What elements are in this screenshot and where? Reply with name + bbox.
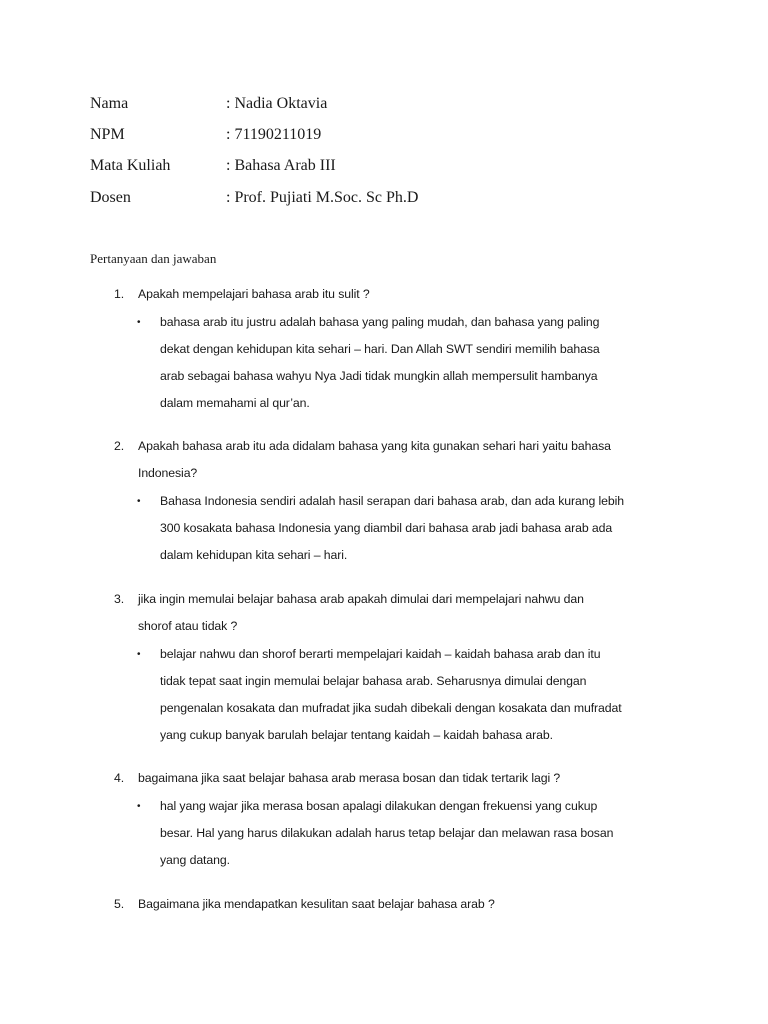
answer-line: dalam kehidupan kita sehari – hari. <box>160 548 348 562</box>
answer-line: besar. Hal yang harus dilakukan adalah harus tetap belajar dan melawan rasa bosan <box>160 826 614 840</box>
header-row-mata-kuliah <box>90 156 336 176</box>
answer-line: bahasa arab itu justru adalah bahasa yang paling mudah, dan bahasa yang paling <box>160 315 600 329</box>
question-number: 5. <box>114 897 125 911</box>
question-number: 2. <box>114 439 125 453</box>
question-line: Apakah bahasa arab itu ada didalam bahasa yang kita gunakan sehari hari yaitu bahasa <box>138 439 611 453</box>
question-text <box>138 281 698 308</box>
answer-line: pengenalan kosakata dan mufradat jika sudah dibekali dengan kosakata dan mufradat <box>160 701 622 715</box>
answer-line: Bahasa Indonesia sendiri adalah hasil serapan dari bahasa arab, dan ada kurang lebih <box>160 494 625 508</box>
question-number: 1. <box>114 287 125 301</box>
bullet-icon: • <box>137 317 141 328</box>
question-text <box>138 891 698 918</box>
header-label: Dosen <box>90 189 131 206</box>
question-line: Indonesia? <box>138 466 198 480</box>
header-value: : Bahasa Arab III <box>226 157 336 174</box>
question-number: 4. <box>114 771 125 785</box>
bullet-icon: • <box>137 649 141 660</box>
answer-line: belajar nahwu dan shorof berarti mempelajari kaidah – kaidah bahasa arab dan itu <box>160 647 601 661</box>
header-row-dosen <box>90 188 418 208</box>
answer-line: tidak tepat saat ingin memulai belajar bahasa arab. Seharusnya dimulai dengan <box>160 674 587 688</box>
question-number: 3. <box>114 592 125 606</box>
header-value: : Nadia Oktavia <box>226 95 328 112</box>
answer-text <box>160 641 720 749</box>
header-value: : 71190211019 <box>226 126 322 143</box>
header-row-nama <box>90 94 327 114</box>
answer-line: dalam memahami al qur’an. <box>160 396 310 410</box>
answer-line: hal yang wajar jika merasa bosan apalagi dilakukan dengan frekuensi yang cukup <box>160 799 598 813</box>
header-row-npm <box>90 125 321 145</box>
answer-line: dekat dengan kehidupan kita sehari – hari. Dan Allah SWT sendiri memilih bahasa <box>160 342 600 356</box>
question-text <box>138 433 698 487</box>
header-label: Mata Kuliah <box>90 157 171 174</box>
answer-line: arab sebagai bahasa wahyu Nya Jadi tidak mungkin allah mempersulit hambanya <box>160 369 598 383</box>
question-text <box>138 765 698 792</box>
answer-text <box>160 309 720 417</box>
header-label: Nama <box>90 95 129 112</box>
question-line: bagaimana jika saat belajar bahasa arab merasa bosan dan tidak tertarik lagi ? <box>138 771 561 785</box>
question-line: jika ingin memulai belajar bahasa arab apakah dimulai dari mempelajari nahwu dan <box>138 592 584 606</box>
answer-text <box>160 793 720 874</box>
answer-line: 300 kosakata bahasa Indonesia yang diambil dari bahasa arab jadi bahasa arab ada <box>160 521 613 535</box>
answer-text <box>160 488 720 569</box>
section-title: Pertanyaan dan jawaban <box>90 251 217 266</box>
header-value: : Prof. Pujiati M.Soc. Sc Ph.D <box>226 189 419 206</box>
answer-line: yang cukup banyak barulah belajar tentang kaidah – kaidah bahasa arab. <box>160 728 553 742</box>
bullet-icon: • <box>137 801 141 812</box>
question-line: Bagaimana jika mendapatkan kesulitan saat belajar bahasa arab ? <box>138 897 495 911</box>
question-text <box>138 586 698 640</box>
header-label: NPM <box>90 126 125 143</box>
question-line: shorof atau tidak ? <box>138 619 238 633</box>
bullet-icon: • <box>137 496 141 507</box>
question-line: Apakah mempelajari bahasa arab itu sulit ? <box>138 287 370 301</box>
answer-line: yang datang. <box>160 853 230 867</box>
